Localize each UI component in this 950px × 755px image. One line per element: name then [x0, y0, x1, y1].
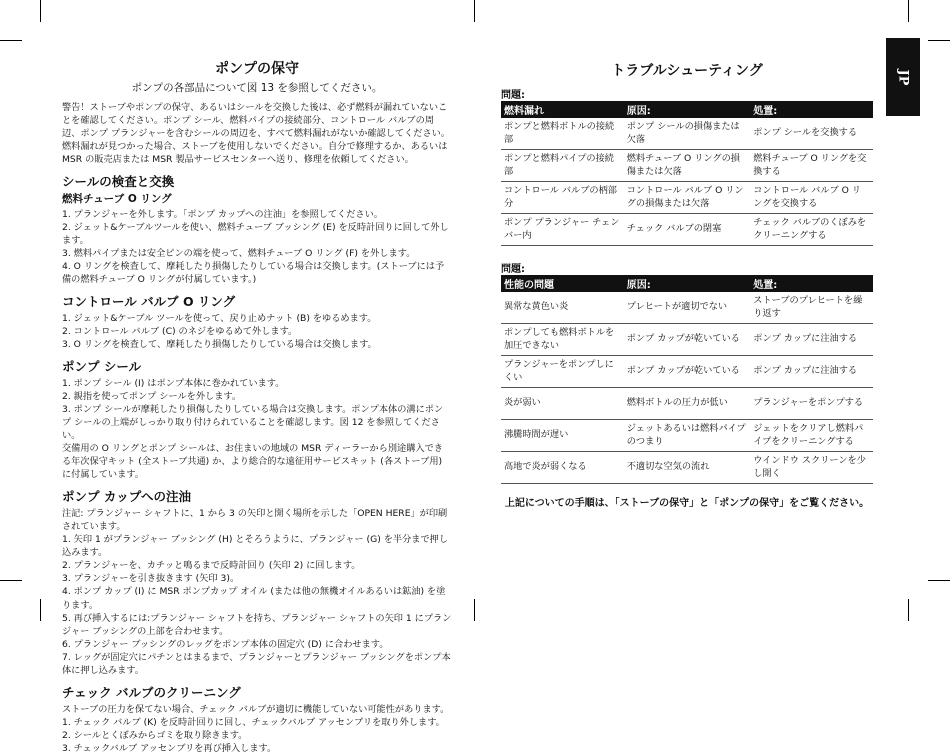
- table-row: [501, 118, 873, 150]
- table-cell: 高地で炎が弱くなる: [501, 452, 624, 484]
- list-item: 5. 再び挿入するには:プランジャー シャフトを持ち、プランジャー シャフトの矢印 1 にプランジャー ブッシングの上部を合わせます。: [62, 612, 452, 637]
- problem-label: 問題:: [501, 264, 525, 275]
- crop-mark: [40, 599, 41, 621]
- warning-text: 警告！ストーブやポンプの保守、あるいはシールを交換した後は、必ず燃料が漏れていないことを確認してください。ポンプ シール、燃料パイプの接続部分、コントロール バルブの周辺、ポンプ プランジャーを含むシールの周辺を、すべて燃料漏れがないか確認してください。燃料漏れが見つかった場合、ストーブを使用しないでください。自分で修理するか、あるいは MSR の販売店または MSR 製品サービスセンターへ送り、修理を依頼してください。: [62, 101, 451, 166]
- list-item: 2. プランジャーを、カチッと鳴るまで反時計回り (矢印 2) に回します。: [62, 560, 361, 572]
- table-cell: チェック バルブの閉塞: [624, 214, 750, 246]
- list-item: 2. ジェット&ケーブルツールを使い、燃料チューブ ブッシング (E) を反時計回りに回して外します。: [62, 221, 449, 246]
- oiling-intro: 注記: プランジャー シャフトに、1 から 3 の矢印と開く場所を示した「OPEN HERE」が印刷されています。: [62, 508, 448, 533]
- pump-maintenance-section: [62, 60, 452, 755]
- table-cell: ポンプ シールを交換する: [750, 118, 873, 150]
- table-cell: ポンプ カップに注油する: [750, 356, 873, 388]
- list-item: 4. O リングを検査して、摩耗したり損傷したりしている場合は交換します。(ストーブには予備の燃料チューブ O リングが付属しています。): [62, 261, 445, 286]
- table-cell: ウインドウ スクリーンを少し開く: [750, 452, 873, 484]
- table-row: [501, 150, 873, 182]
- control-valve-steps: [62, 312, 452, 351]
- table-cell: 不適切な空気の流れ: [624, 452, 750, 484]
- language-tab-label: JP: [895, 69, 911, 85]
- table-row: [501, 452, 873, 484]
- list-item: 1. ジェット&ケーブル ツールを使って、戻り止めナット (B) をゆるめます。: [62, 312, 377, 324]
- table-cell: 炎が弱い: [501, 388, 624, 420]
- table-row: [501, 324, 873, 356]
- table-cell: ポンプ カップに注油する: [750, 324, 873, 356]
- table-row: [501, 182, 873, 214]
- table-cell: プランジャーをポンプする: [750, 388, 873, 420]
- crop-mark: [928, 40, 950, 41]
- performance-table: [501, 275, 873, 484]
- page-title: ポンプの保守: [215, 61, 299, 77]
- table-cell: 燃料チューブ O リングの損傷または欠落: [624, 150, 750, 182]
- troubleshooting-section: [501, 60, 873, 509]
- table-cell: ポンプ プランジャー チェンバー内: [501, 214, 624, 246]
- crop-mark: [40, 0, 41, 22]
- list-item: 3. 燃料パイプまたは安全ピンの端を使って、燃料チューブ O リング (F) を外します。: [62, 247, 416, 259]
- troubleshooting-title: トラブルシューティング: [611, 63, 763, 79]
- table-cell: 燃料チューブ O リングを交換する: [750, 150, 873, 182]
- table-cell: ポンプと燃料パイプの接続部: [501, 150, 624, 182]
- table-header-row: [501, 101, 873, 118]
- list-item: 3. チェックバルブ アッセンブリを再び挿入します。: [62, 742, 277, 754]
- crop-mark: [908, 599, 909, 621]
- table-header: 燃料漏れ: [501, 101, 624, 118]
- list-item: 3. プランジャーを引き抜きます (矢印 3)。: [62, 573, 240, 585]
- control-valve-title: コントロール バルブ O リング: [62, 294, 236, 310]
- table-cell: プランジャーをポンプしにくい: [501, 356, 624, 388]
- table-cell: コントロール バルブ O リングの損傷または欠落: [624, 182, 750, 214]
- list-item: 3. O リングを検査して、摩耗したり損傷したりしている場合は交換します。: [62, 339, 377, 350]
- table-header: 性能の問題: [501, 275, 624, 292]
- table-cell: 異常な黄色い炎: [501, 292, 624, 324]
- check-valve-intro: ストーブの圧力を保てない場合、チェック バルブが適切に機能していない可能性があります。: [62, 703, 450, 715]
- crop-mark: [0, 580, 22, 581]
- page-subtitle: ポンプの各部品について図 13 を参照してください。: [131, 81, 383, 94]
- list-item: 4. ポンプ カップ (I) に MSR ポンプカップ オイル (または他の無機オイルあるいは鉱油) を塗ります。: [62, 586, 446, 611]
- seal-section-title: シールの検査と交換: [62, 174, 175, 190]
- fuel-tube-steps: [62, 208, 452, 286]
- language-tab: [886, 38, 920, 116]
- list-item: 1. 矢印 1 がプランジャー ブッシング (H) とそろうように、プランジャー (G) を半分まで押し込みます。: [62, 534, 449, 559]
- list-item: 7. レッグが固定穴にパチンとはまるまで、プランジャーとプランジャー ブッシングをポンプ本体に押し込みます。: [62, 651, 451, 676]
- crop-mark: [474, 0, 475, 22]
- list-item: 6. プランジャー ブッシングのレッグをポンプ本体の固定穴 (D) に合わせます。: [62, 638, 389, 650]
- list-item: 1. プランジャーを外します。「ポンプ カップへの注油」を参照してください。: [62, 208, 383, 220]
- fuel-leak-table: [501, 101, 873, 246]
- table-row: [501, 292, 873, 324]
- table-cell: 燃料ボトルの圧力が低い: [624, 388, 750, 420]
- list-item: 2. 親指を使ってポンプ シールを外します。: [62, 390, 242, 402]
- table-header: 処置:: [750, 275, 873, 292]
- table-cell: コントロール バルブの柄部分: [501, 182, 624, 214]
- crop-mark: [928, 580, 950, 581]
- list-item: 3. ポンプ シールが摩耗したり損傷したりしている場合は交換します。ポンプ本体の溝にポンプ シールの上端がしっかり取り付けられていることを確認します。図 12 を参照してください。: [62, 403, 444, 442]
- table-cell: 沸騰時間が遅い: [501, 420, 624, 452]
- table-row: [501, 356, 873, 388]
- table-header: 原因:: [624, 101, 750, 118]
- table-cell: ストーブのプレヒートを繰り返す: [750, 292, 873, 324]
- table-cell: コントロール バルブ O リングを交換する: [750, 182, 873, 214]
- crop-mark: [474, 599, 475, 621]
- table-cell: ポンプ シールの損傷または欠落: [624, 118, 750, 150]
- troubleshooting-footer: 上記についての手順は、「ストーブの保守」と「ポンプの保守」をご覧ください。: [504, 498, 870, 509]
- crop-mark: [0, 40, 22, 41]
- table-cell: ポンプ カップが乾いている: [624, 324, 750, 356]
- check-valve-title: チェック バルブのクリーニング: [62, 684, 241, 700]
- table-cell: ポンプ カップが乾いている: [624, 356, 750, 388]
- table-cell: プレヒートが適切でない: [624, 292, 750, 324]
- table-row: [501, 420, 873, 452]
- list-item: 2. コントロール バルブ (C) のネジをゆるめて外します。: [62, 325, 298, 337]
- table-cell: チェック バルブのくぼみをクリーニングする: [750, 214, 873, 246]
- table-cell: ポンプしても燃料ボトルを加圧できない: [501, 324, 624, 356]
- pump-seal-note: 交備用の O リングとポンプ シールは、お住まいの地域の MSR ディーラーから別途購入できる年次保守キット (全ストーブ共通) か、より総合的な遠征用サービスキット (各ストーブ用) に付属しています。: [62, 443, 443, 481]
- crop-mark: [908, 0, 909, 22]
- list-item: 1. ポンプ シール (I) はポンプ本体に巻かれています。: [62, 377, 285, 389]
- table-row: [501, 214, 873, 246]
- check-valve-steps: [62, 716, 452, 755]
- table-header: 原因:: [624, 275, 750, 292]
- problem-label: 問題:: [501, 90, 525, 101]
- fuel-tube-title: 燃料チューブ O リング: [62, 192, 172, 205]
- table-cell: ジェットをクリアし燃料パイプをクリーニングする: [750, 420, 873, 452]
- list-item: 1. チェック バルブ (K) を反時計回りに回し、チェックバルブ アッセンブリを取り外します。: [62, 716, 445, 728]
- list-item: 2. シールとくぼみからゴミを取り除きます。: [62, 729, 248, 741]
- table-cell: ジェットあるいは燃料パイプのつまり: [624, 420, 750, 452]
- pump-seal-title: ポンプ シール: [62, 359, 142, 375]
- pump-seal-steps: [62, 377, 452, 442]
- table-header-row: [501, 275, 873, 292]
- table-cell: ポンプと燃料ボトルの接続部: [501, 118, 624, 150]
- table-row: [501, 388, 873, 420]
- oiling-steps: [62, 533, 452, 677]
- oiling-title: ポンプ カップへの注油: [62, 489, 191, 505]
- table-header: 処置:: [750, 101, 873, 118]
